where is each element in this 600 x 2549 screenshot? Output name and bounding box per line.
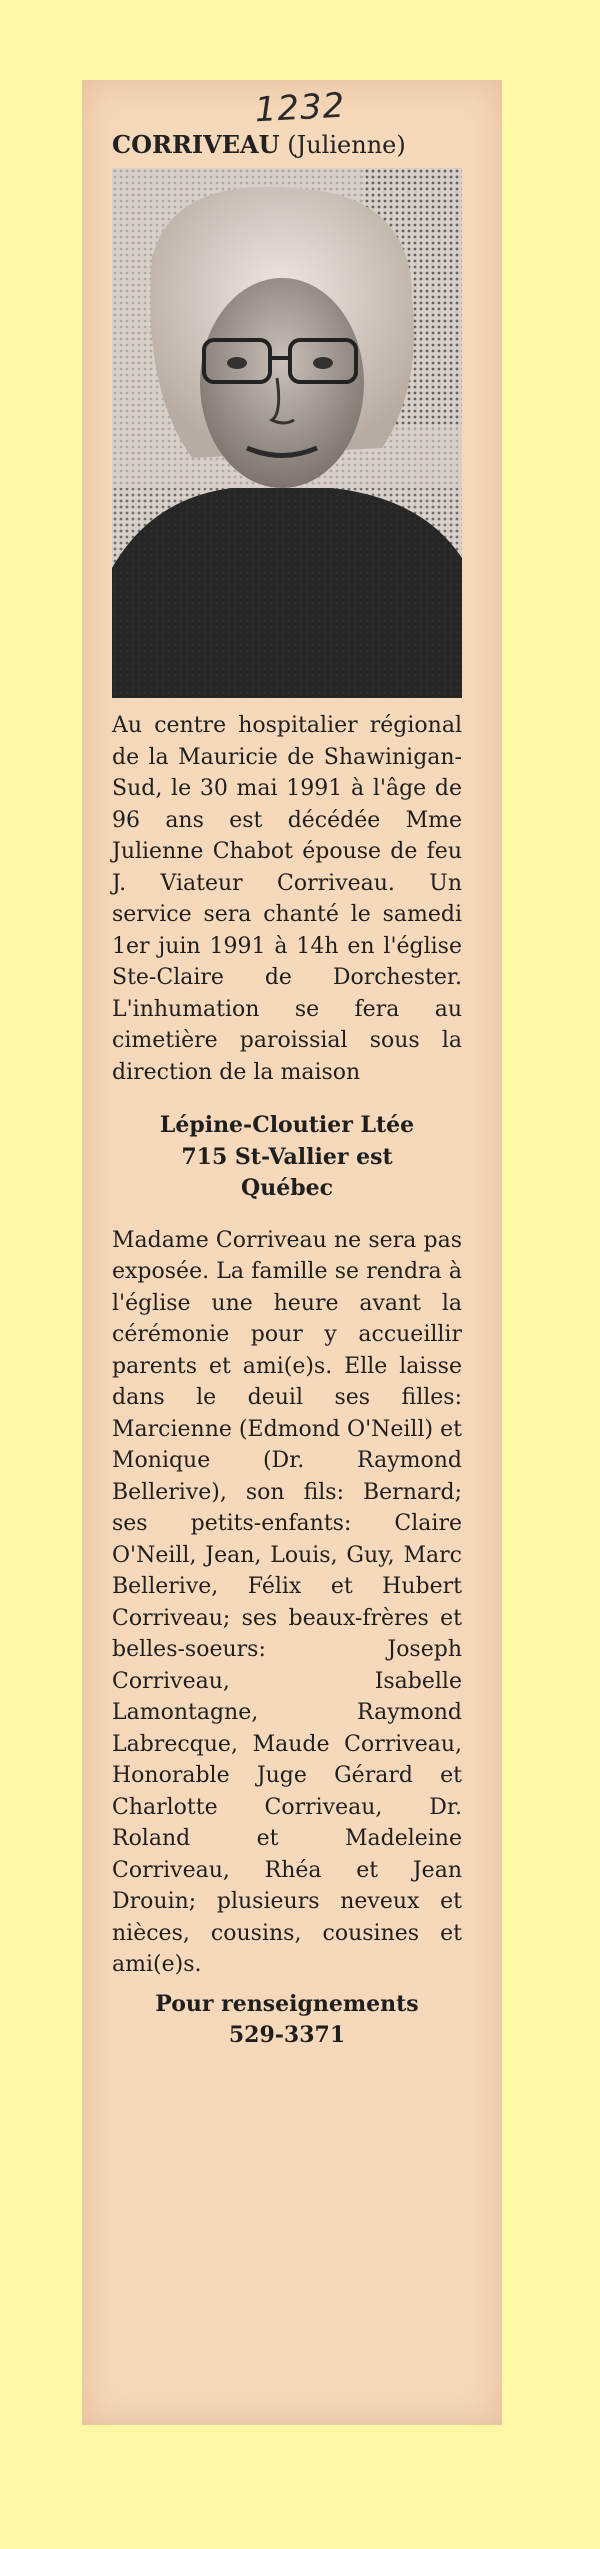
funeral-home-city: Québec [241, 1175, 333, 1201]
portrait-photo-image [112, 168, 462, 698]
info-label: Pour renseignements [155, 1990, 419, 2017]
funeral-home-block [112, 1110, 462, 1205]
info-block [112, 1989, 462, 2052]
portrait-photo [112, 168, 462, 698]
info-phone: 529-3371 [228, 2022, 346, 2048]
funeral-home-address: 715 St-Vallier est [181, 1143, 393, 1170]
obituary-header [112, 130, 492, 159]
surname: CORRIVEAU [112, 130, 280, 159]
obituary-paragraph-1: Au centre hospitalier régional de la Mauricie de Shawinigan-Sud, le 30 mai 1991 à l'âge de 96 ans est décédée Mme Julienne Chabot épouse de feu J. Viateur Corriveau. Un service sera chanté le samedi 1er juin 1991 à 14h en l'église Ste-Claire de Dorchester. L'inhumation se fera au cimetière paroissial sous la direction de la maison [112, 713, 462, 1085]
funeral-home-name: Lépine-Cloutier Ltée [159, 1112, 415, 1138]
newspaper-clipping [82, 80, 502, 2425]
obituary-text [112, 710, 462, 2052]
obituary-paragraph-2: Madame Corriveau ne sera pas exposée. La famille se rendra à l'église une heure avant la cérémonie pour y accueillir parents et ami(e)s. Elle laisse dans le deuil ses filles: Marcienne (Edmond O'Neill) et Monique (Dr. Raymond Bellerive), son fils: Bernard; ses petits-enfants: Claire O'Neill, Jean, Louis, Guy, Marc Bellerive, Félix et Hubert Corriveau; ses beaux-frères et belles-soeurs: Joseph Corriveau, Isabelle Lamontagne, Raymond Labrecque, Maude Corriveau, Honorable Juge Gérard et Charlotte Corriveau, Dr. Roland et Madeleine Corriveau, Rhéa et Jean Drouin; plusieurs neveux et nièces, cousins, cousines et ami(e)s. [112, 1227, 462, 1977]
handwritten-number: 1232 [253, 85, 347, 131]
given-name: (Julienne) [287, 131, 406, 159]
